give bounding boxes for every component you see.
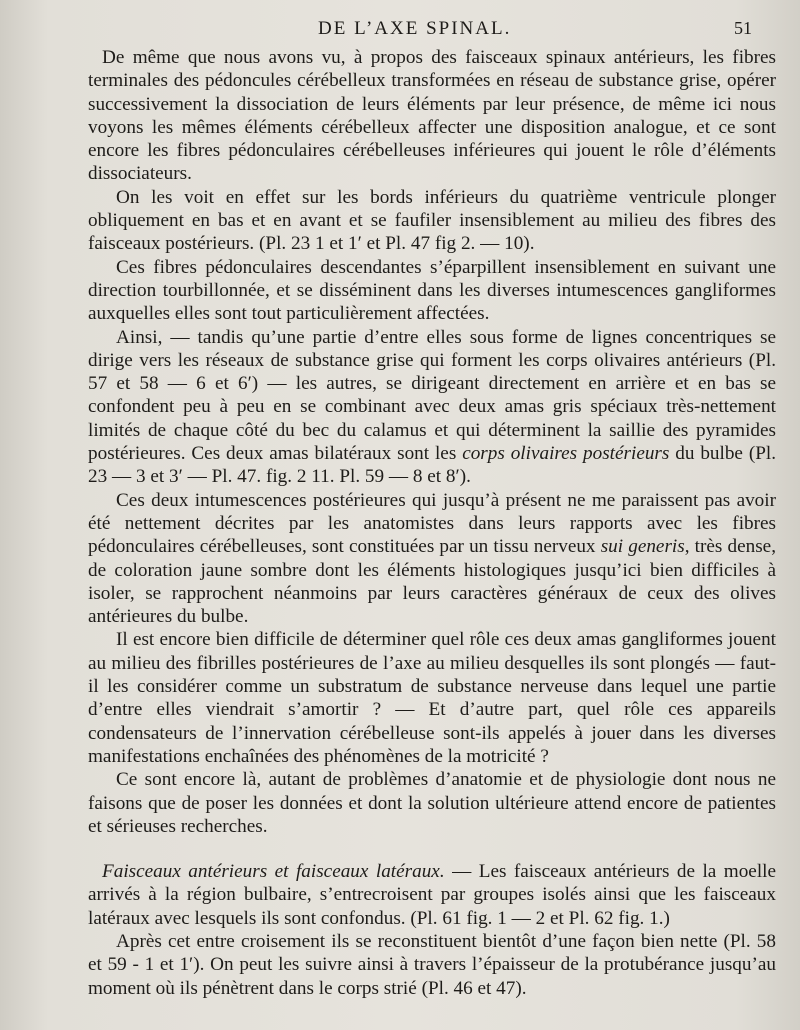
running-title: DE L’AXE SPINAL. [318,18,512,39]
paragraph-6: Il est encore bien difficile de déterminer quel rôle ces deux amas gangliformes jouent au milieu des fibrilles postérieures de l’axe au milieu desquelles ils sont plongés — faut-il les considérer comme un substratum de substance nerveuse dans lequel une partie d’entre elles viendrait s’amortir ? — Et d’autre part, quel rôle ces appareils condensateurs de l’innervation cérébelleuse sont-ils appelés à jouer dans les diverses manifestations enchaînées des phénomènes de la motricité ? [88,629,776,767]
page-number: 51 [734,18,752,38]
page-header [0,14,800,44]
paragraph-7: Ce sont encore là, autant de problèmes d’anatomie et de physiologie dont nous ne faisons que de poser les données et dont la solution ultérieure attend encore de patientes et sérieuses recherches. [88,769,776,837]
section-title: Faisceaux antérieurs et faisceaux latéraux. [102,861,445,883]
paragraph-4-italic: corps olivaires postérieurs [462,443,670,465]
section-paragraph-1 [88,860,776,930]
section-paragraph-1-text: — Les faisceaux antérieurs de la moelle arrivés à la région bulbaire, s’entrecroisent par groupes isolés ainsi que les faisceaux latéraux avec lesquels ils sont confondus. (Pl. 61 fig. 1 — 2 et Pl. 62 fig. 1.) [88,861,777,929]
paragraph-5-part-b: , très dense, de coloration jaune sombre dont les éléments histologiques jusqu’ici bien difficiles à isoler, se rapprochent néanmoins par leurs caractères généraux de ceux des olives antérieures du bulbe. [88,536,776,628]
paragraph-4 [88,326,776,489]
body-text [88,46,776,1000]
paragraph-5-italic: sui generis [600,536,685,558]
section-paragraph-2: Après cet entre croisement ils se reconstituent bientôt d’une façon bien nette (Pl. 58 et 59 - 1 et 1′). On peut les suivre ainsi à travers l’épaisseur de la protubérance jusqu’au moment où ils pénètrent dans le corps strié (Pl. 46 et 47). [88,930,776,999]
paragraph-4-part-b: du bulbe (Pl. 23 — 3 et 3′ — Pl. 47. fig. 2 11. Pl. 59 — 8 et 8′). [88,443,777,488]
paragraph-5 [88,489,776,629]
paragraph-3: Ces fibres pédonculaires descendantes s’éparpillent insensiblement en suivant une direction tourbillonnée, et se disséminent dans les diverses intumescences gangliformes auxquelles elles sont tout particulièrement affectées. [88,256,776,325]
paragraph-2: On les voit en effet sur les bords inférieurs du quatrième ventricule plonger obliquement en bas et en avant et se faufiler insensiblement au milieu des fibres des faisceaux postérieurs. (Pl. 23 1 et 1′ et Pl. 47 fig 2. — 10). [88,186,776,255]
paragraph-5-part-a: Ces deux intumescences postérieures qui jusqu’à présent ne me paraissent pas avoir été nettement décrites par les anatomistes dans leurs rapports avec les fibres pédonculaires cérébelleuses, sont constituées par un tissu nerveux [88,489,776,558]
section-divider-space [88,838,776,860]
paragraph-1: De même que nous avons vu, à propos des faisceaux spinaux antérieurs, les fibres terminales des pédoncules cérébelleux transformées en réseau de substance grise, opérer successivement la dissociation de leurs éléments par leur présence, de même ici nous voyons les mêmes éléments cérébelleux affecter une disposition analogue, et ce sont encore les fibres pédonculaires cérébelleuses inférieures qui jouent le rôle d’éléments dissociateurs. [88,47,776,185]
paragraph-4-part-a: Ainsi, — tandis qu’une partie d’entre elles sous forme de lignes concentriques se dirige vers les réseaux de substance grise qui forment les corps olivaires antérieurs (Pl. 57 et 58 — 6 et 6′) — les autres, se dirigeant directement en arrière et en bas se confondent peu à peu en se combinant avec deux amas gris spéciaux très-nettement limités de chaque côté du bec du calamus et qui déterminent la saillie des pyramides postérieures. Ces deux amas bilatéraux sont les [88,326,776,465]
